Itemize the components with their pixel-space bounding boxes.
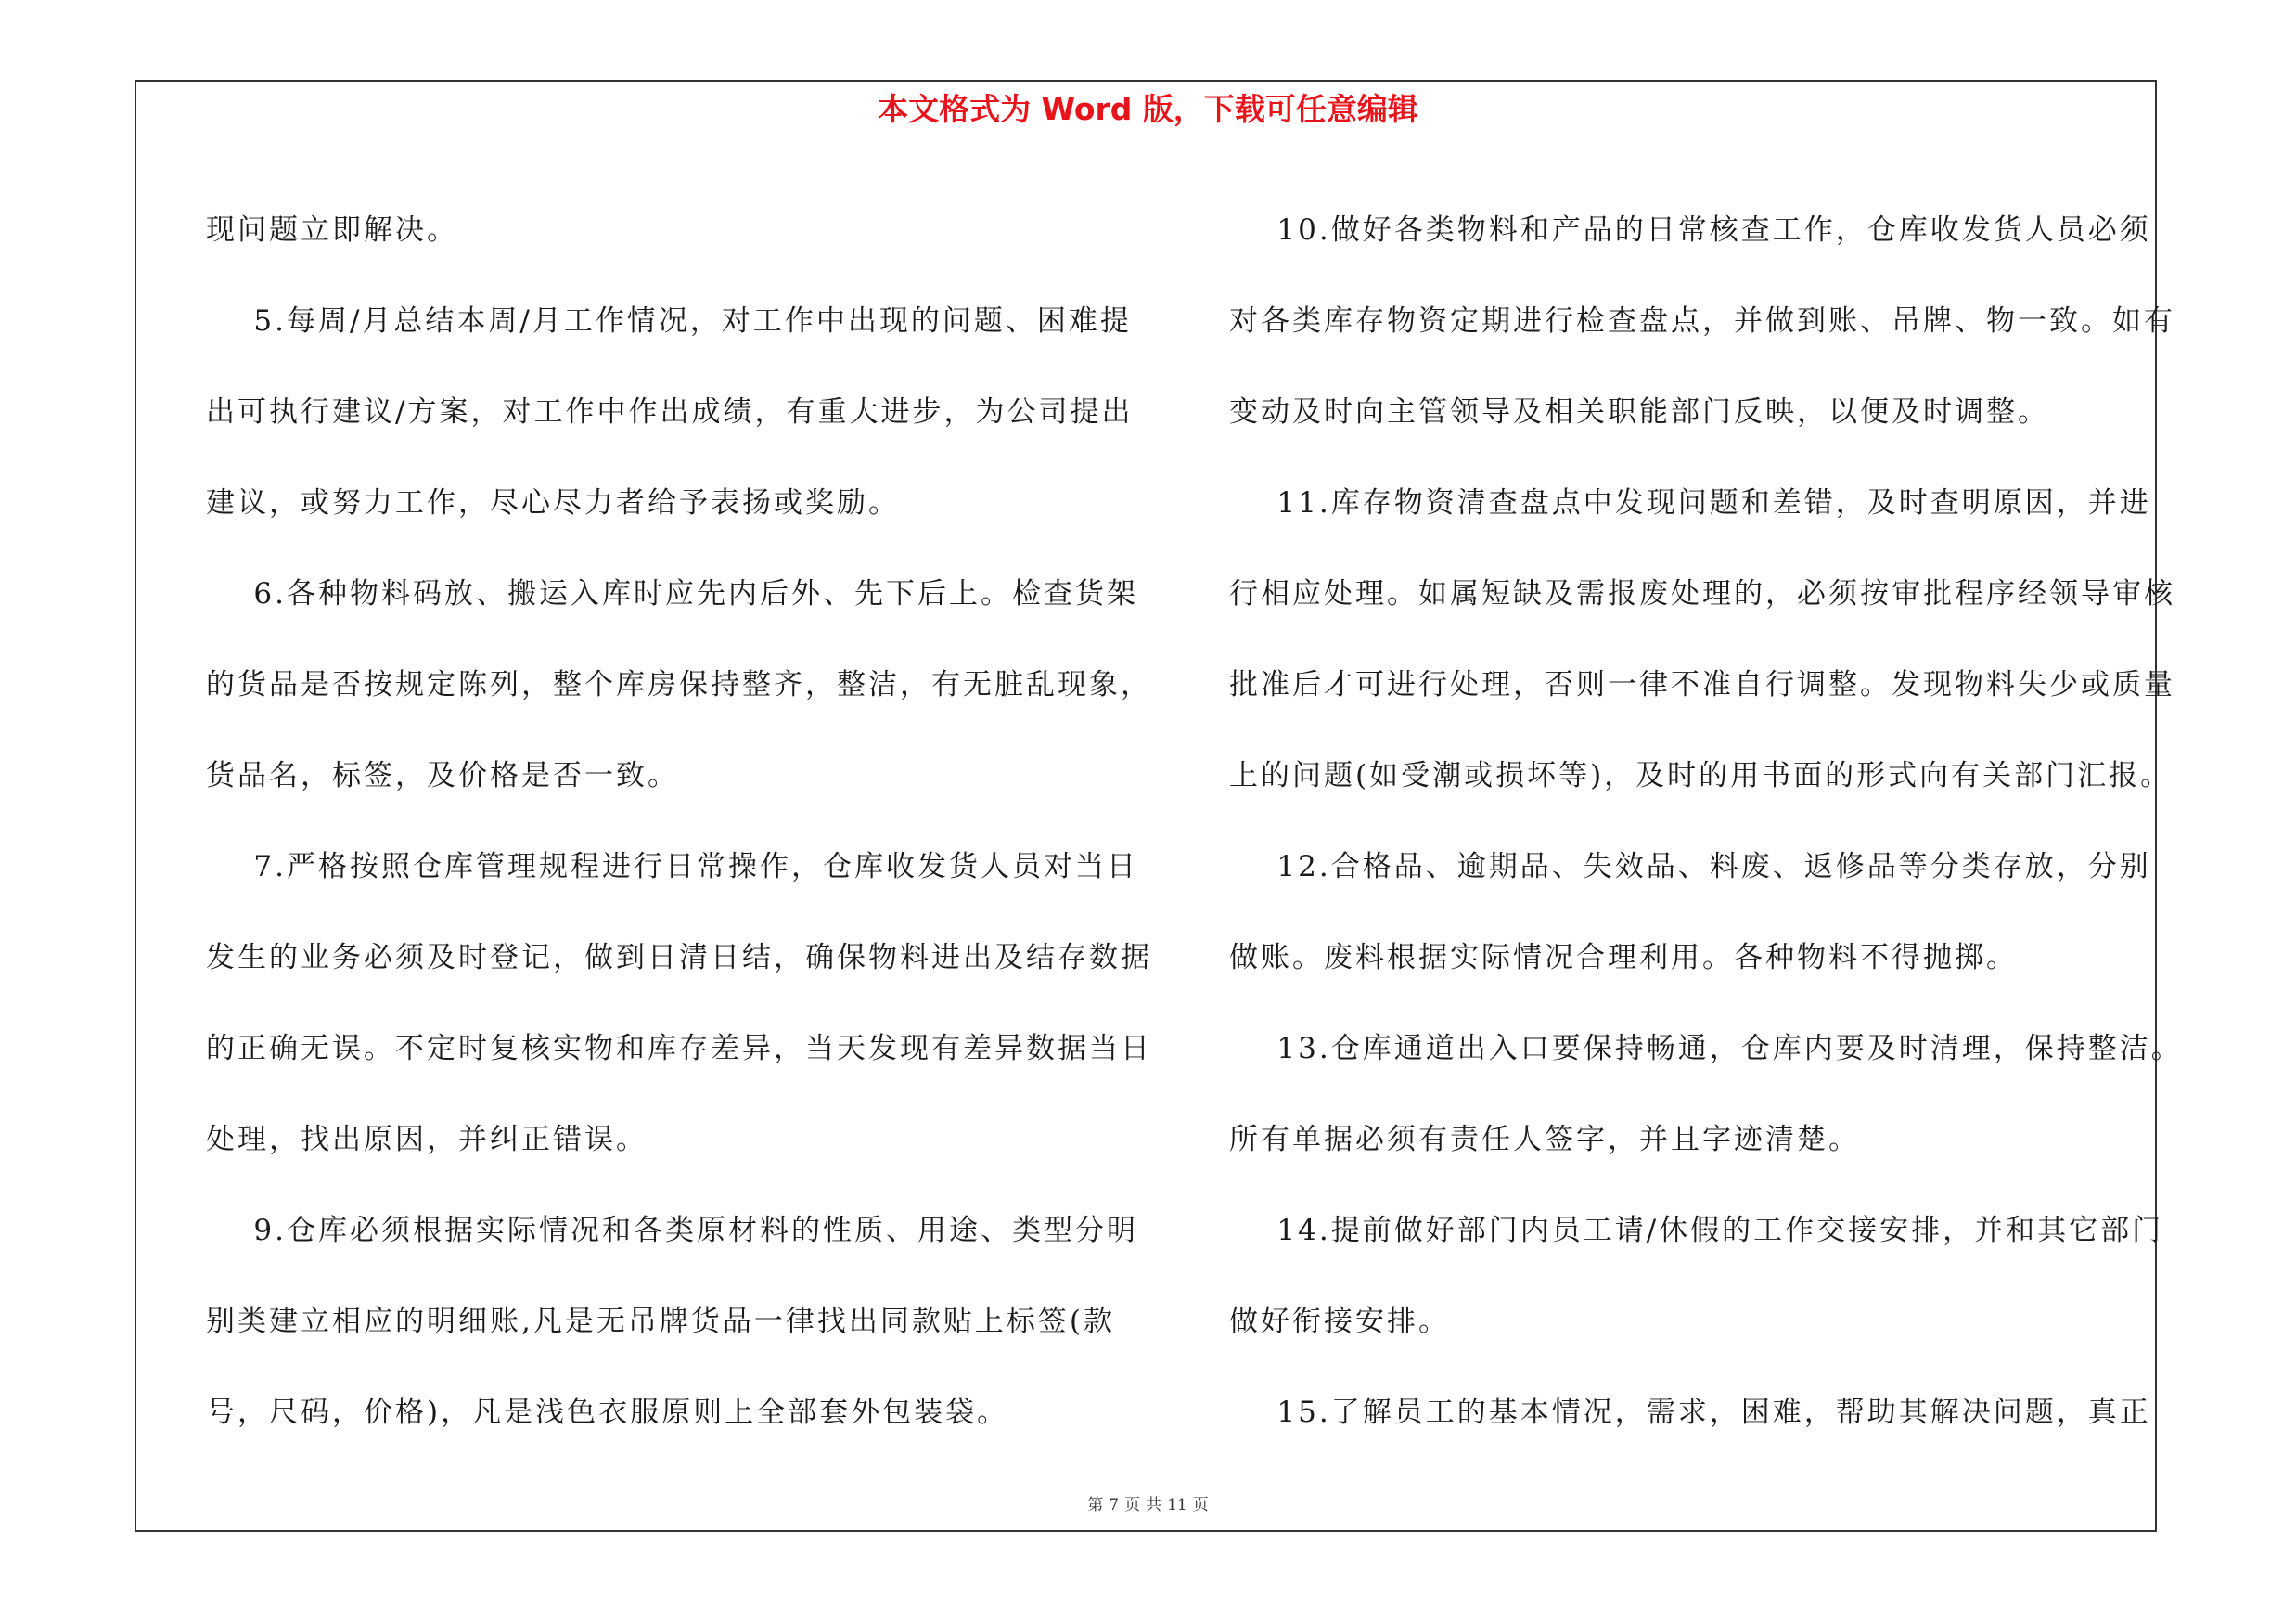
text-line: 14.提前做好部门内员工请/休假的工作交接安排，并和其它部门 <box>1229 1214 2164 1247</box>
text-line: 变动及时向主管领导及相关职能部门反映，以便及时调整。 <box>1229 395 2049 429</box>
text-line: 别类建立相应的明细账,凡是无吊牌货品一律找出同款贴上标签(款 <box>206 1305 1115 1338</box>
format-banner: 本文格式为 Word 版，下载可任意编辑 <box>878 91 1418 127</box>
text-line: 上的问题(如受潮或损坏等)，及时的用书面的形式向有关部门汇报。 <box>1229 759 2173 792</box>
text-line: 出可执行建议/方案，对工作中作出成绩，有重大进步，为公司提出 <box>206 395 1134 429</box>
right-column <box>1229 185 2183 1458</box>
footer-page-unit: 页 <box>1124 1496 1141 1514</box>
text-line: 处理，找出原因，并纠正错误。 <box>206 1123 648 1156</box>
text-line: 批准后才可进行处理，否则一律不准自行调整。发现物料失少或质量 <box>1229 668 2175 702</box>
footer-page-label: 第 <box>1087 1496 1104 1514</box>
text-line: 10.做好各类物料和产品的日常核查工作，仓库收发货人员必须 <box>1229 213 2151 247</box>
text-line: 11.库存物资清查盘点中发现问题和差错，及时查明原因，并进 <box>1229 486 2151 520</box>
text-line: 5.每周/月总结本周/月工作情况，对工作中出现的问题、困难提 <box>206 304 1132 338</box>
footer-page-current: 7 <box>1109 1496 1120 1514</box>
text-line: 的正确无误。不定时复核实物和库存差异，当天发现有差异数据当日 <box>206 1032 1152 1065</box>
footer-total-label: 共 <box>1146 1496 1162 1514</box>
text-line: 9.仓库必须根据实际情况和各类原材料的性质、用途、类型分明 <box>206 1214 1138 1247</box>
text-line: 建议，或努力工作，尽心尽力者给予表扬或奖励。 <box>206 486 900 520</box>
text-line: 货品名，标签，及价格是否一致。 <box>206 759 679 792</box>
text-line: 做好衔接安排。 <box>1229 1305 1450 1338</box>
text-line: 12.合格品、逾期品、失效品、料废、返修品等分类存放，分别 <box>1229 850 2151 883</box>
text-line: 7.严格按照仓库管理规程进行日常操作，仓库收发货人员对当日 <box>206 850 1138 883</box>
text-line: 对各类库存物资定期进行检查盘点，并做到账、吊牌、物一致。如有 <box>1229 304 2175 338</box>
text-line: 所有单据必须有责任人签字，并且字迹清楚。 <box>1229 1123 1860 1156</box>
page-number-footer <box>0 1494 2296 1516</box>
text-line: 现问题立即解决。 <box>206 213 458 247</box>
text-line: 6.各种物料码放、搬运入库时应先内后外、先下后上。检查货架 <box>206 577 1138 611</box>
text-line: 行相应处理。如属短缺及需报废处理的，必须按审批程序经领导审核 <box>1229 577 2175 611</box>
text-line: 13.仓库通道出入口要保持畅通，仓库内要及时清理，保持整洁。 <box>1229 1032 2183 1065</box>
footer-page-total: 11 <box>1167 1496 1187 1514</box>
text-line: 的货品是否按规定陈列，整个库房保持整齐，整洁，有无脏乱现象， <box>206 668 1152 702</box>
text-line: 号，尺码，价格)，凡是浅色衣服原则上全部套外包装袋。 <box>206 1396 1009 1429</box>
footer-total-unit: 页 <box>1192 1496 1209 1514</box>
left-column <box>206 185 1152 1458</box>
text-line: 做账。废料根据实际情况合理利用。各种物料不得抛掷。 <box>1229 941 2018 974</box>
text-line: 15.了解员工的基本情况，需求，困难，帮助其解决问题，真正 <box>1229 1396 2151 1429</box>
text-line: 发生的业务必须及时登记，做到日清日结，确保物料进出及结存数据 <box>206 941 1152 974</box>
